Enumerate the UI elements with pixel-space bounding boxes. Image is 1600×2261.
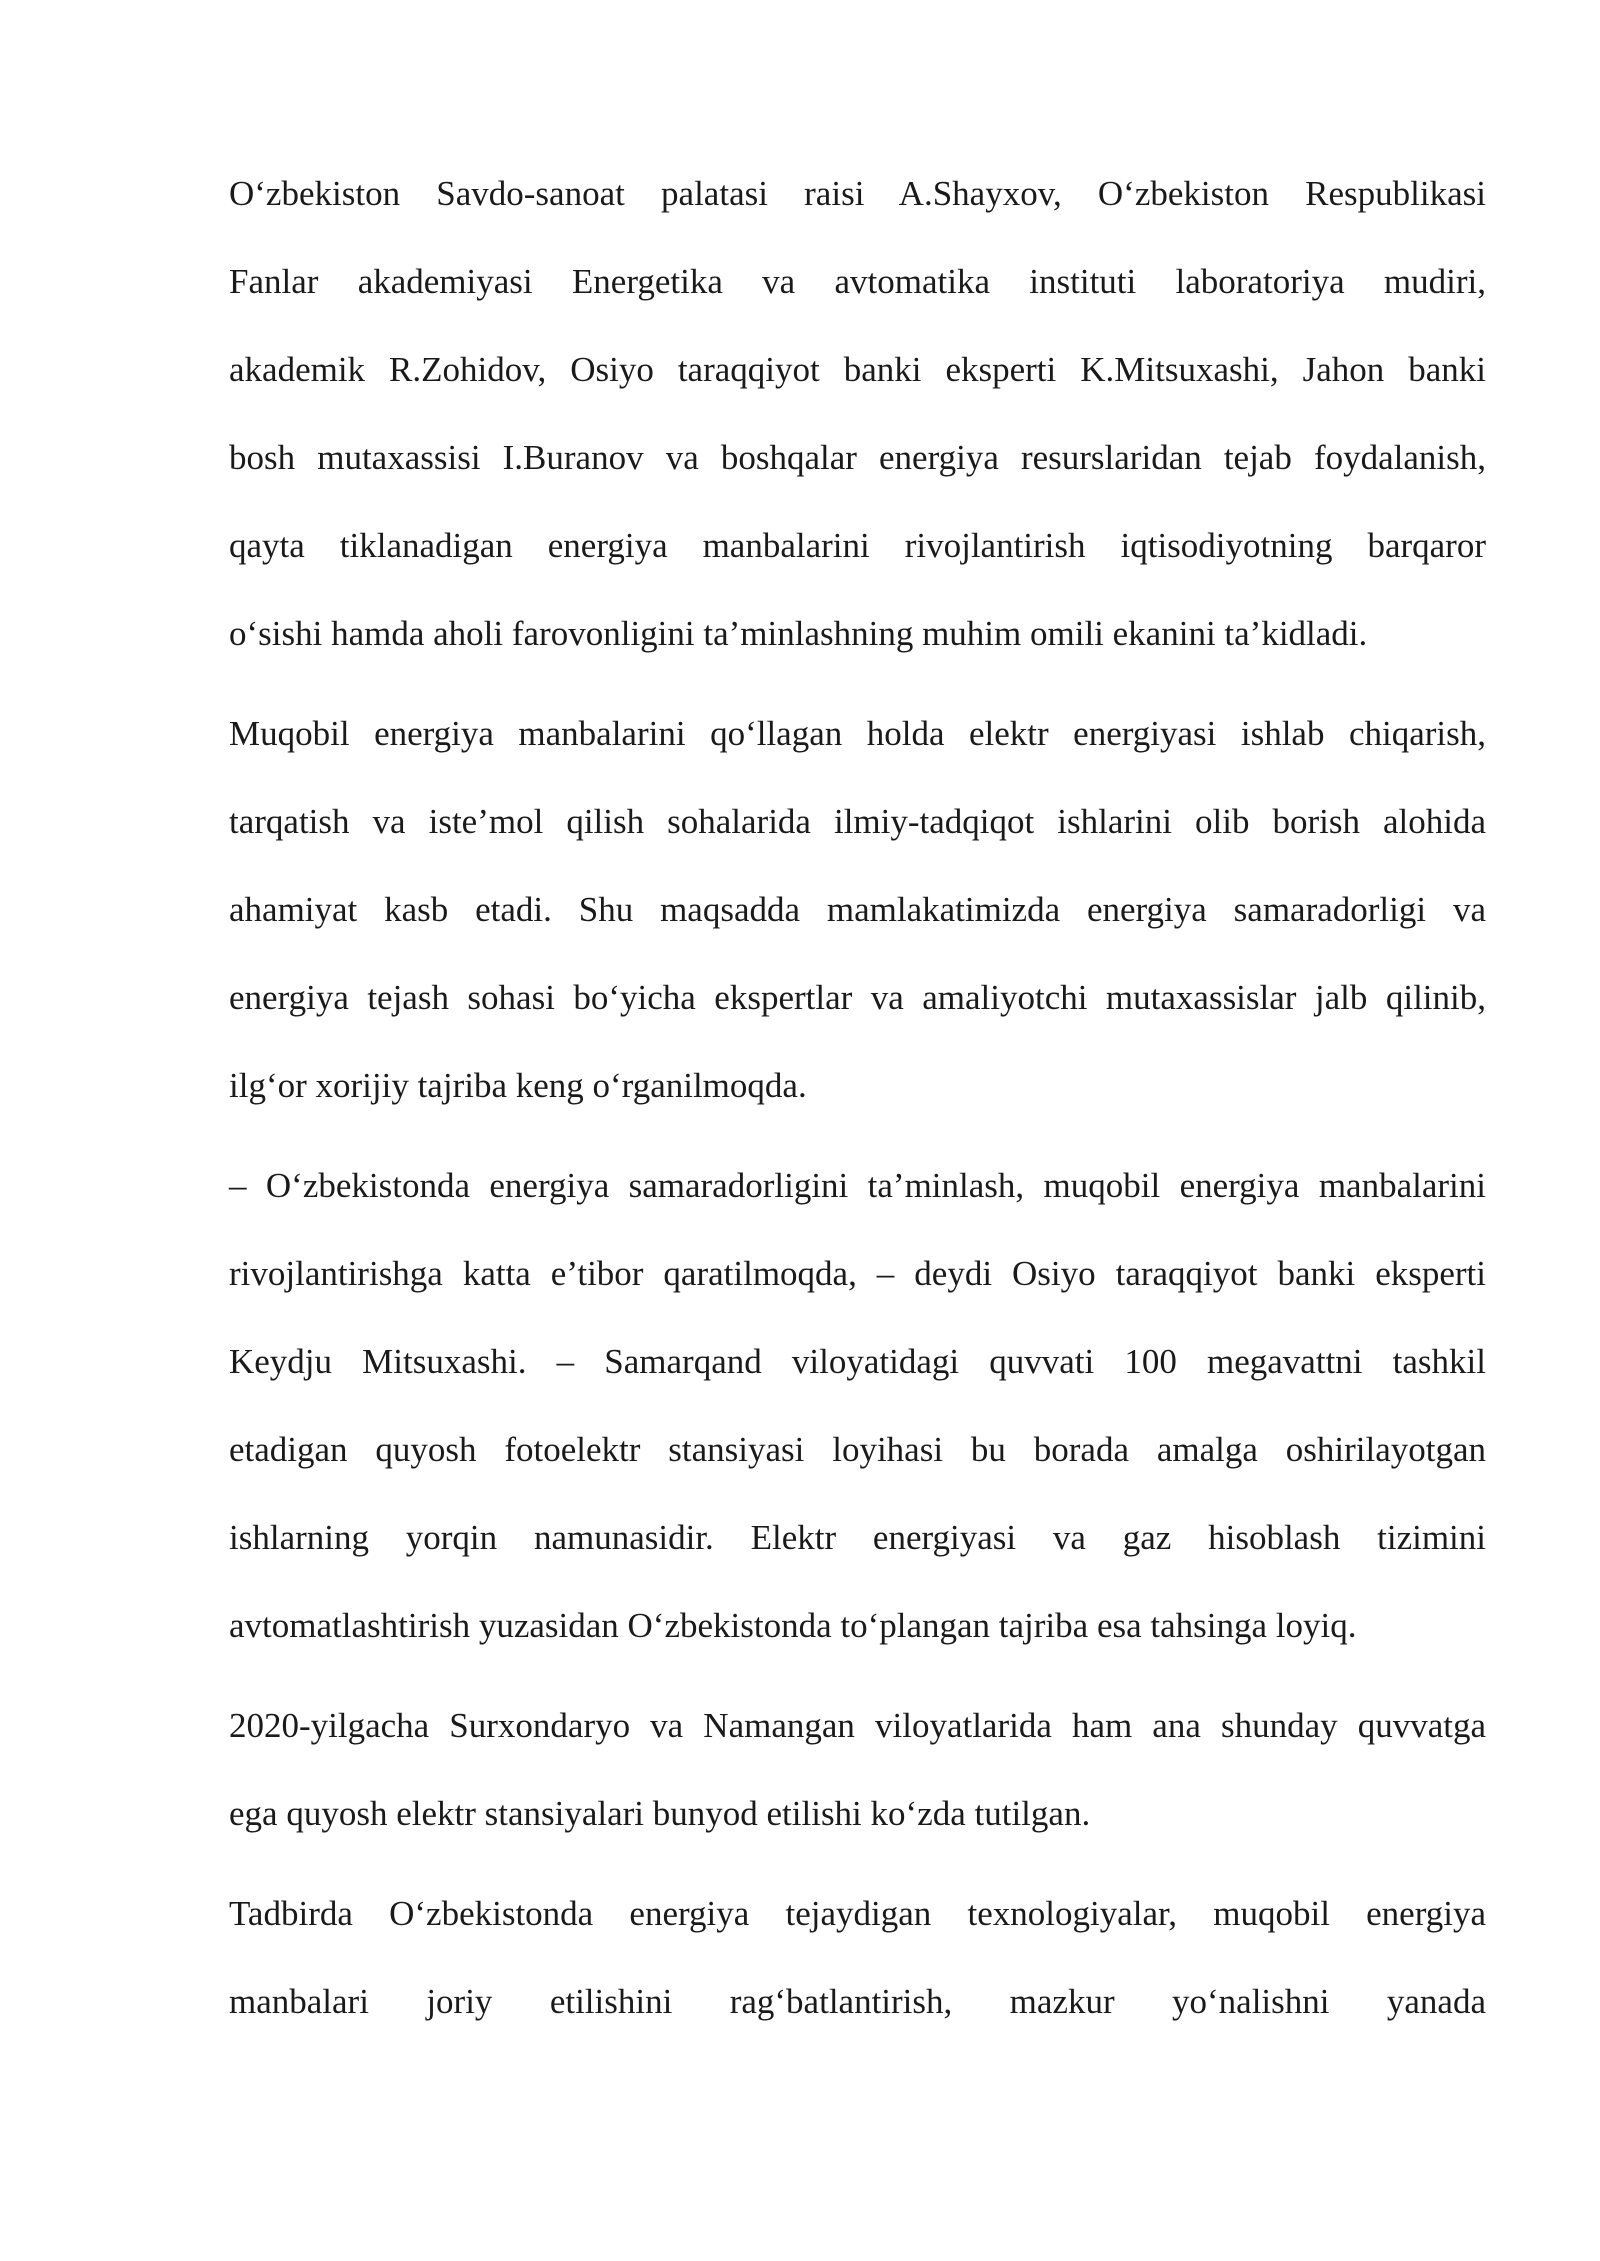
text-line: o‘sishi hamda aholi farovonligini ta’minlashning muhim omili ekanini ta’kidladi. bbox=[229, 614, 1368, 653]
text-line: tarqatish va iste’mol qilish sohalarida ilmiy-tadqiqot ishlarini olib borish alohida bbox=[229, 802, 1486, 841]
text-line: – O‘zbekistonda energiya samaradorligini ta’minlash, muqobil energiya manbalarini bbox=[229, 1166, 1486, 1205]
text-line: ega quyosh elektr stansiyalari bunyod etilishi ko‘zda tutilgan. bbox=[229, 1794, 1091, 1833]
paragraph-1 bbox=[229, 150, 1486, 678]
text-line: O‘zbekiston Savdo-sanoat palatasi raisi A.Shayxov, O‘zbekiston Respublikasi bbox=[229, 174, 1486, 213]
text-line: Fanlar akademiyasi Energetika va avtomatika instituti laboratoriya mudiri, bbox=[229, 262, 1486, 301]
paragraph-2 bbox=[229, 690, 1486, 1130]
text-line: Keydju Mitsuxashi. – Samarqand viloyatidagi quvvati 100 megavattni tashkil bbox=[229, 1342, 1486, 1381]
text-line: 2020-yilgacha Surxondaryo va Namangan viloyatlarida ham ana shunday quvvatga bbox=[229, 1706, 1486, 1745]
text-line: Muqobil energiya manbalarini qo‘llagan holda elektr energiyasi ishlab chiqarish, bbox=[229, 714, 1486, 753]
text-line: rivojlantirishga katta e’tibor qaratilmoqda, – deydi Osiyo taraqqiyot banki eksperti bbox=[229, 1254, 1486, 1293]
paragraph-4 bbox=[229, 1682, 1486, 1858]
paragraph-5 bbox=[229, 1870, 1486, 2046]
document-body bbox=[229, 150, 1486, 2058]
text-line: bosh mutaxassisi I.Buranov va boshqalar energiya resurslaridan tejab foydalanish, bbox=[229, 438, 1486, 477]
text-line: ahamiyat kasb etadi. Shu maqsadda mamlakatimizda energiya samaradorligi va bbox=[229, 890, 1486, 929]
text-line: Tadbirda O‘zbekistonda energiya tejaydigan texnologiyalar, muqobil energiya bbox=[229, 1894, 1486, 1933]
paragraph-3 bbox=[229, 1142, 1486, 1670]
text-line: ilg‘or xorijiy tajriba keng o‘rganilmoqda. bbox=[229, 1066, 807, 1105]
text-line: akademik R.Zohidov, Osiyo taraqqiyot banki eksperti K.Mitsuxashi, Jahon banki bbox=[229, 350, 1486, 389]
text-line: etadigan quyosh fotoelektr stansiyasi loyihasi bu borada amalga oshirilayotgan bbox=[229, 1430, 1486, 1469]
text-line: ishlarning yorqin namunasidir. Elektr energiyasi va gaz hisoblash tizimini bbox=[229, 1518, 1486, 1557]
text-line: avtomatlashtirish yuzasidan O‘zbekistonda to‘plangan tajriba esa tahsinga loyiq. bbox=[229, 1606, 1357, 1645]
text-line: energiya tejash sohasi bo‘yicha ekspertlar va amaliyotchi mutaxassislar jalb qilinib, bbox=[229, 978, 1486, 1017]
text-line: manbalari joriy etilishini rag‘batlantirish, mazkur yo‘nalishni yanada bbox=[229, 1982, 1486, 2021]
text-line: qayta tiklanadigan energiya manbalarini rivojlantirish iqtisodiyotning barqaror bbox=[229, 526, 1486, 565]
